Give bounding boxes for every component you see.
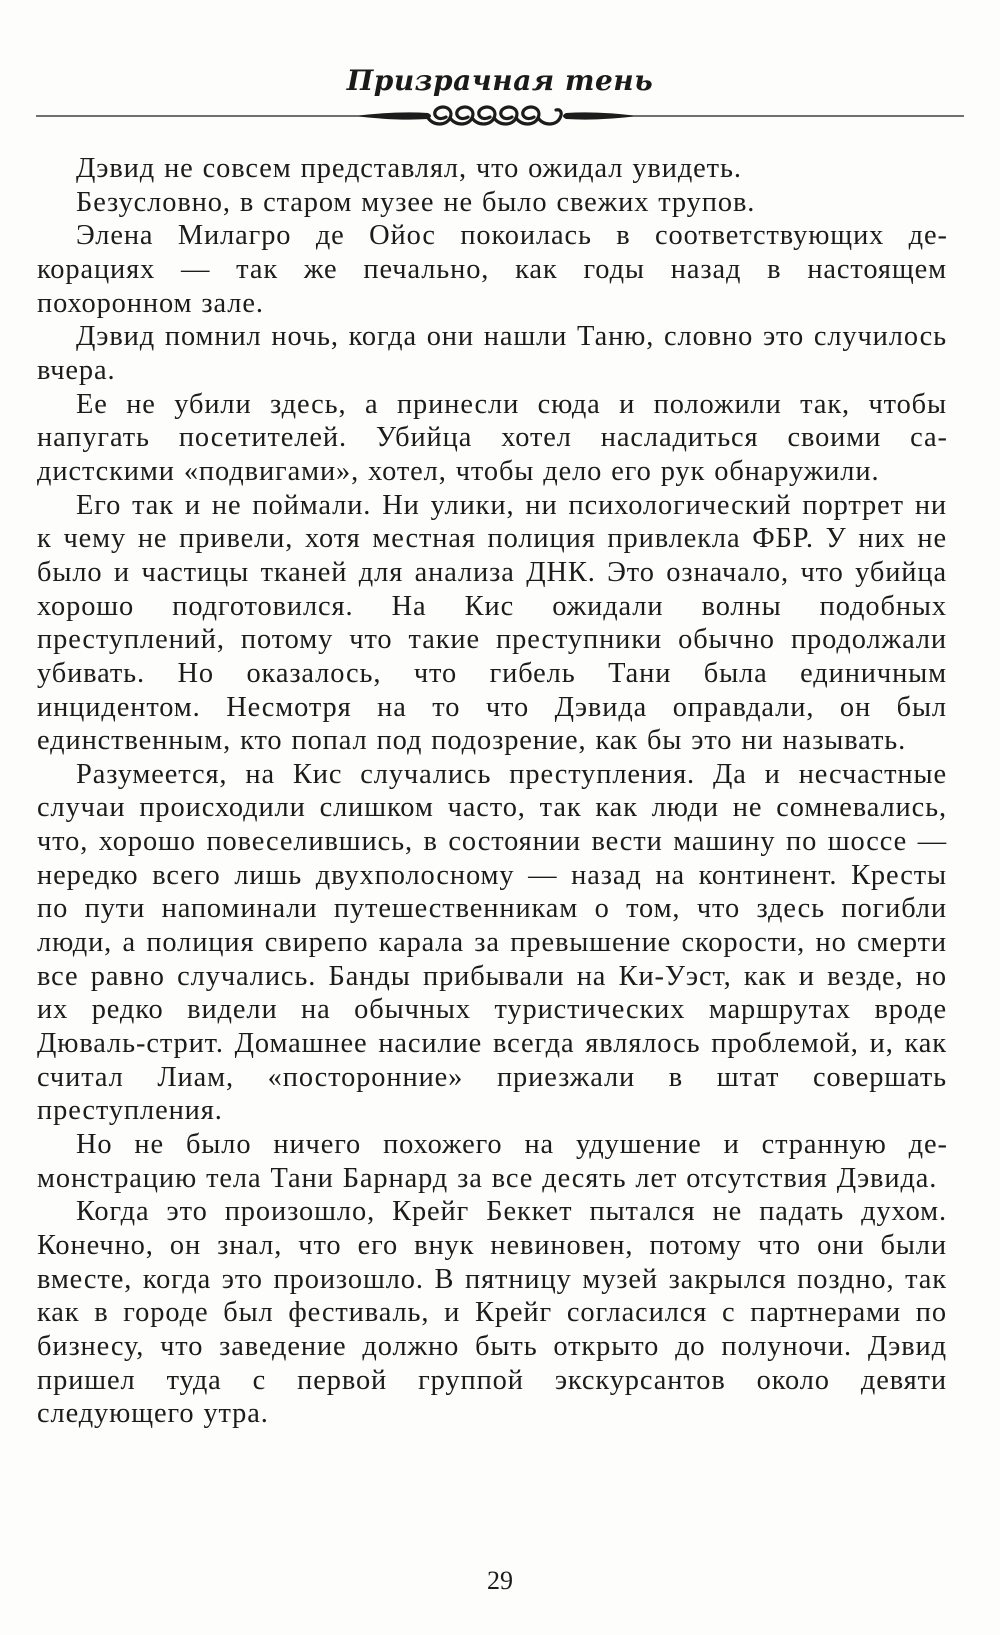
paragraph: Безусловно, в старом музее не было свежих трупов.: [76, 186, 756, 218]
paragraph: Но не было ничего похожего на удушение и странную демонстрацию тела Тани Барнард за все десять лет отсутствия Дэвида.: [37, 1129, 947, 1194]
paragraph: Когда это произошло, Крейг Беккет пытался не падать духом. Конечно, он знал, что его внук невиновен, потому что они были вместе, когда это произошло. В пятницу музей закрылся поздно, так как в городе был фестиваль, и Крейг согласился с партнерами по бизнесу, что заведение должно быть открыто до полуночи. Дэвид пришел туда с первой группой экскурсантов около девяти следующего утра.: [37, 1196, 947, 1430]
paragraph: Его так и не поймали. Ни улики, ни психологический портрет ни к чему не привели, хотя местная полиция привлекла ФБР. У них не было и частицы тканей для анализа ДНК. Это означало, что убийца хорошо подготовился. На Кис ожидали волны подобных преступлений, потому что такие преступники обычно продолжали убивать. Но оказалось, что гибель Тани была единичным инцидентом. Несмотря на то что Дэвида оправдали, он был единственным, кто попал под подозрение, как бы это ни называть.: [37, 489, 947, 757]
body-text: [37, 152, 947, 1431]
paragraph: Дэвид не совсем представлял, что ожидал увидеть.: [76, 153, 742, 184]
paragraph: Элена Милагро де Ойос покоилась в соответствующих декорациях — так же печально, как годы назад в настоящем похоронном зале.: [37, 220, 947, 319]
paragraph: Разумеется, на Кис случались преступления. Да и несчастные случаи происходили слишком часто, так как люди не сомневались, что, хорошо повеселившись, в состоянии вести машину по шоссе — нередко всего лишь двухполосному — назад на континент. Кресты по пути напоминали путешественникам о том, что здесь погибли люди, а полиция свирепо карала за превышение скорости, но смерти все равно случались. Банды прибывали на Ки-Уэст, как и везде, но их редко видели на обычных туристических маршрутах вроде Дюваль-стрит. Домашнее насилие всегда являлось проблемой, и, как считал Лиам, «посторонние» приезжали в штат совершать преступления.: [37, 758, 947, 1127]
paragraph: Дэвид помнил ночь, когда они нашли Таню, словно это случилось вчера.: [37, 321, 947, 386]
page-number: 29: [487, 1566, 513, 1595]
ornament-divider-icon: [36, 104, 964, 134]
paragraph: Ее не убили здесь, а принесли сюда и положили так, чтобы напугать посетителей. Убийца хотел насладиться своими садистскими «подвигами», хотел, чтобы дело его рук обнаружили.: [37, 388, 947, 487]
running-head-title: Призрачная тень: [346, 64, 654, 97]
